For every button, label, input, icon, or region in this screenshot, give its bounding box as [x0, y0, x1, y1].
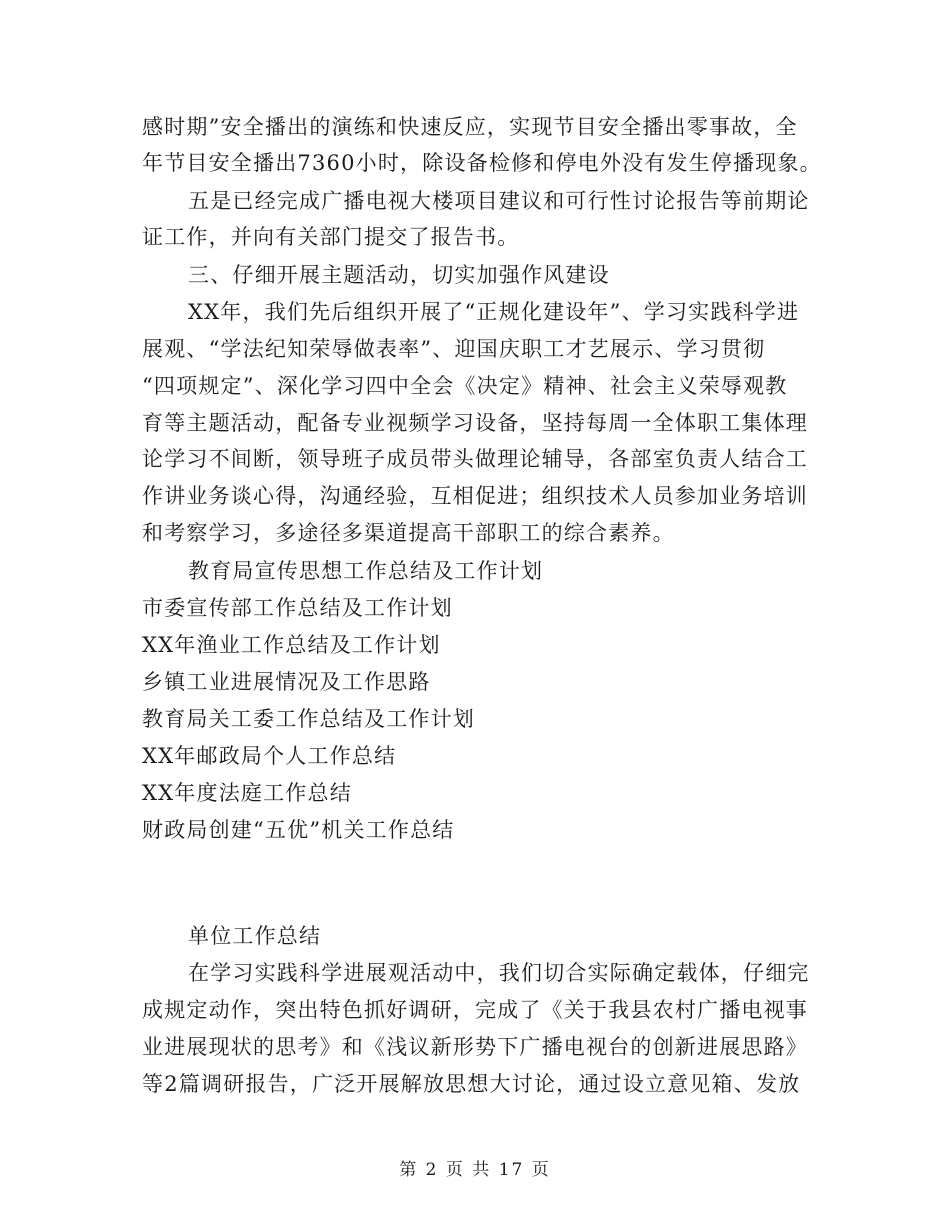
paragraph-line: 和考察学习，多途径多渠道提高干部职工的综合素养。: [142, 521, 675, 545]
related-link[interactable]: 财政局创建“五优”机关工作总结: [142, 818, 455, 842]
paragraph-line: 育等主题活动，配备专业视频学习设备，坚持每周一全体职工集体理: [142, 411, 808, 435]
related-link[interactable]: 教育局关工委工作总结及工作计划: [142, 707, 475, 731]
paragraph-line: 论学习不间断，领导班子成员带头做理论辅导，各部室负责人结合工: [142, 447, 808, 471]
paragraph-line: 成规定动作，突出特色抓好调研，完成了《关于我县农村广播电视事: [142, 998, 808, 1022]
related-link[interactable]: 教育局宣传思想工作总结及工作计划: [188, 559, 544, 583]
paragraph-line: 感时期”安全播出的演练和快速反应，实现节目安全播出零事故，全: [142, 115, 798, 139]
section-title: 单位工作总结: [188, 924, 322, 948]
section-heading: 三、仔细开展主题活动，切实加强作风建设: [188, 263, 610, 287]
related-link[interactable]: XX年邮政局个人工作总结: [142, 744, 397, 768]
related-link[interactable]: 市委宣传部工作总结及工作计划: [142, 596, 453, 620]
related-link[interactable]: XX年渔业工作总结及工作计划: [142, 633, 441, 657]
paragraph-line: 作讲业务谈心得，沟通经验，互相促进；组织技术人员参加业务培训: [142, 484, 808, 508]
paragraph-line: XX年，我们先后组织开展了“正规化建设年”、学习实践科学进: [188, 300, 800, 324]
paragraph-line: 五是已经完成广播电视大楼项目建议和可行性讨论报告等前期论: [188, 189, 810, 213]
paragraph-line: 年节目安全播出7360小时，除设备检修和停电外没有发生停播现象。: [142, 151, 822, 175]
paragraph-line: 展观、“学法纪知荣辱做表率”、迎国庆职工才艺展示、学习贯彻: [142, 337, 766, 361]
related-link[interactable]: XX年度法庭工作总结: [142, 781, 352, 805]
related-link[interactable]: 乡镇工业进展情况及工作思路: [142, 670, 431, 694]
paragraph-line: “四项规定”、深化学习四中全会《决定》精神、社会主义荣辱观教: [142, 374, 788, 398]
paragraph-line: 证工作，并向有关部门提交了报告书。: [142, 225, 520, 249]
page-number: 第 2 页 共 17 页: [399, 1160, 551, 1180]
paragraph-line: 等2篇调研报告，广泛开展解放思想大讨论，通过设立意见箱、发放: [142, 1072, 801, 1096]
paragraph-line: 在学习实践科学进展观活动中，我们切合实际确定载体，仔细完: [188, 961, 810, 985]
paragraph-line: 业进展现状的思考》和《浅议新形势下广播电视台的创新进展思路》: [142, 1035, 808, 1059]
